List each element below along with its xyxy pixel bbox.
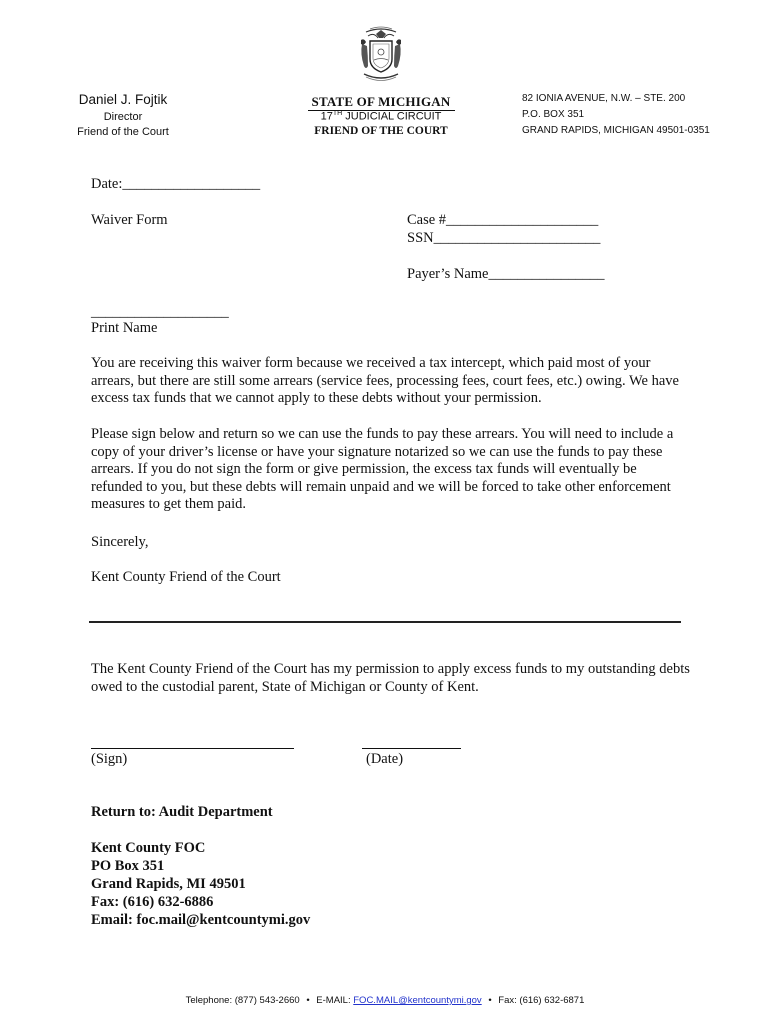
return-email: Email: foc.mail@kentcountymi.gov <box>91 912 311 928</box>
signature-date-line[interactable] <box>362 748 461 749</box>
director-title: Director <box>103 111 143 123</box>
return-fax: Fax: (616) 632-6886 <box>91 894 214 910</box>
footer-bullet: • <box>306 995 310 1006</box>
return-city: Grand Rapids, MI 49501 <box>91 876 246 892</box>
letter-paragraph-2: Please sign below and return so we can use the funds to pay these arrears. You will need to include a copy of your driver’s license or have your signature notarized so we can use the funds to pay these arrears. If you do not sign the form or give permission, the excess tax funds will eventually be refunded to you, but these debts will remain unpaid and we will be forced to take other enforcement measures to get them paid. <box>91 426 674 513</box>
circuit-suffix: TH <box>332 110 343 117</box>
circuit-text: JUDICIAL CIRCUIT <box>342 110 442 123</box>
circuit-number: 17 <box>320 110 333 123</box>
signature-line[interactable] <box>91 748 294 749</box>
date-label: (Date) <box>366 751 404 767</box>
date-field[interactable]: Date:___________________ <box>91 176 261 192</box>
section-divider <box>89 621 681 623</box>
case-number-field[interactable]: Case #_____________________ <box>407 212 599 228</box>
address-line-3: GRAND RAPIDS, MICHIGAN 49501-0351 <box>522 125 710 136</box>
ssn-field[interactable]: SSN_______________________ <box>407 230 601 246</box>
page-footer <box>0 995 770 1006</box>
footer-email-link[interactable]: FOC.MAIL@kentcountymi.gov <box>353 995 482 1006</box>
footer-telephone: Telephone: (877) 543-2660 <box>185 995 300 1006</box>
friend-of-court-title: FRIEND OF THE COURT <box>314 125 448 137</box>
director-name: Daniel J. Fojtik <box>78 92 168 107</box>
judicial-circuit <box>300 110 462 123</box>
michigan-state-seal-icon <box>356 26 406 84</box>
return-name: Kent County FOC <box>91 840 206 856</box>
form-title: Waiver Form <box>91 212 168 228</box>
letter-closing: Kent County Friend of the Court <box>91 569 281 585</box>
address-line-1: 82 IONIA AVENUE, N.W. – STE. 200 <box>522 93 686 104</box>
footer-fax: Fax: (616) 632-6871 <box>498 995 585 1006</box>
permission-statement: The Kent County Friend of the Court has my permission to apply excess funds to my outstanding debts owed to the custodial parent, State of Michigan or County of Kent. <box>91 661 690 695</box>
state-title: STATE OF MICHIGAN <box>311 94 451 109</box>
sign-label: (Sign) <box>91 751 128 767</box>
return-to-heading: Return to: Audit Department <box>91 804 273 820</box>
print-name-field[interactable]: ___________________ <box>91 304 229 320</box>
director-office: Friend of the Court <box>77 126 169 138</box>
letter-sincerely: Sincerely, <box>91 534 149 550</box>
letter-paragraph-1: You are receiving this waiver form because we received a tax intercept, which paid most of your arrears, but there are still some arrears (service fees, processing fees, court fees, etc.) owing. We have excess tax funds that we cannot apply to these debts without your permission. <box>91 355 679 407</box>
footer-email-label: E-MAIL: <box>316 995 351 1006</box>
footer-bullet: • <box>488 995 492 1006</box>
address-line-2: P.O. BOX 351 <box>522 109 585 120</box>
print-name-label: Print Name <box>91 320 158 336</box>
return-po-box: PO Box 351 <box>91 858 165 874</box>
payer-name-field[interactable]: Payer’s Name________________ <box>407 266 605 282</box>
